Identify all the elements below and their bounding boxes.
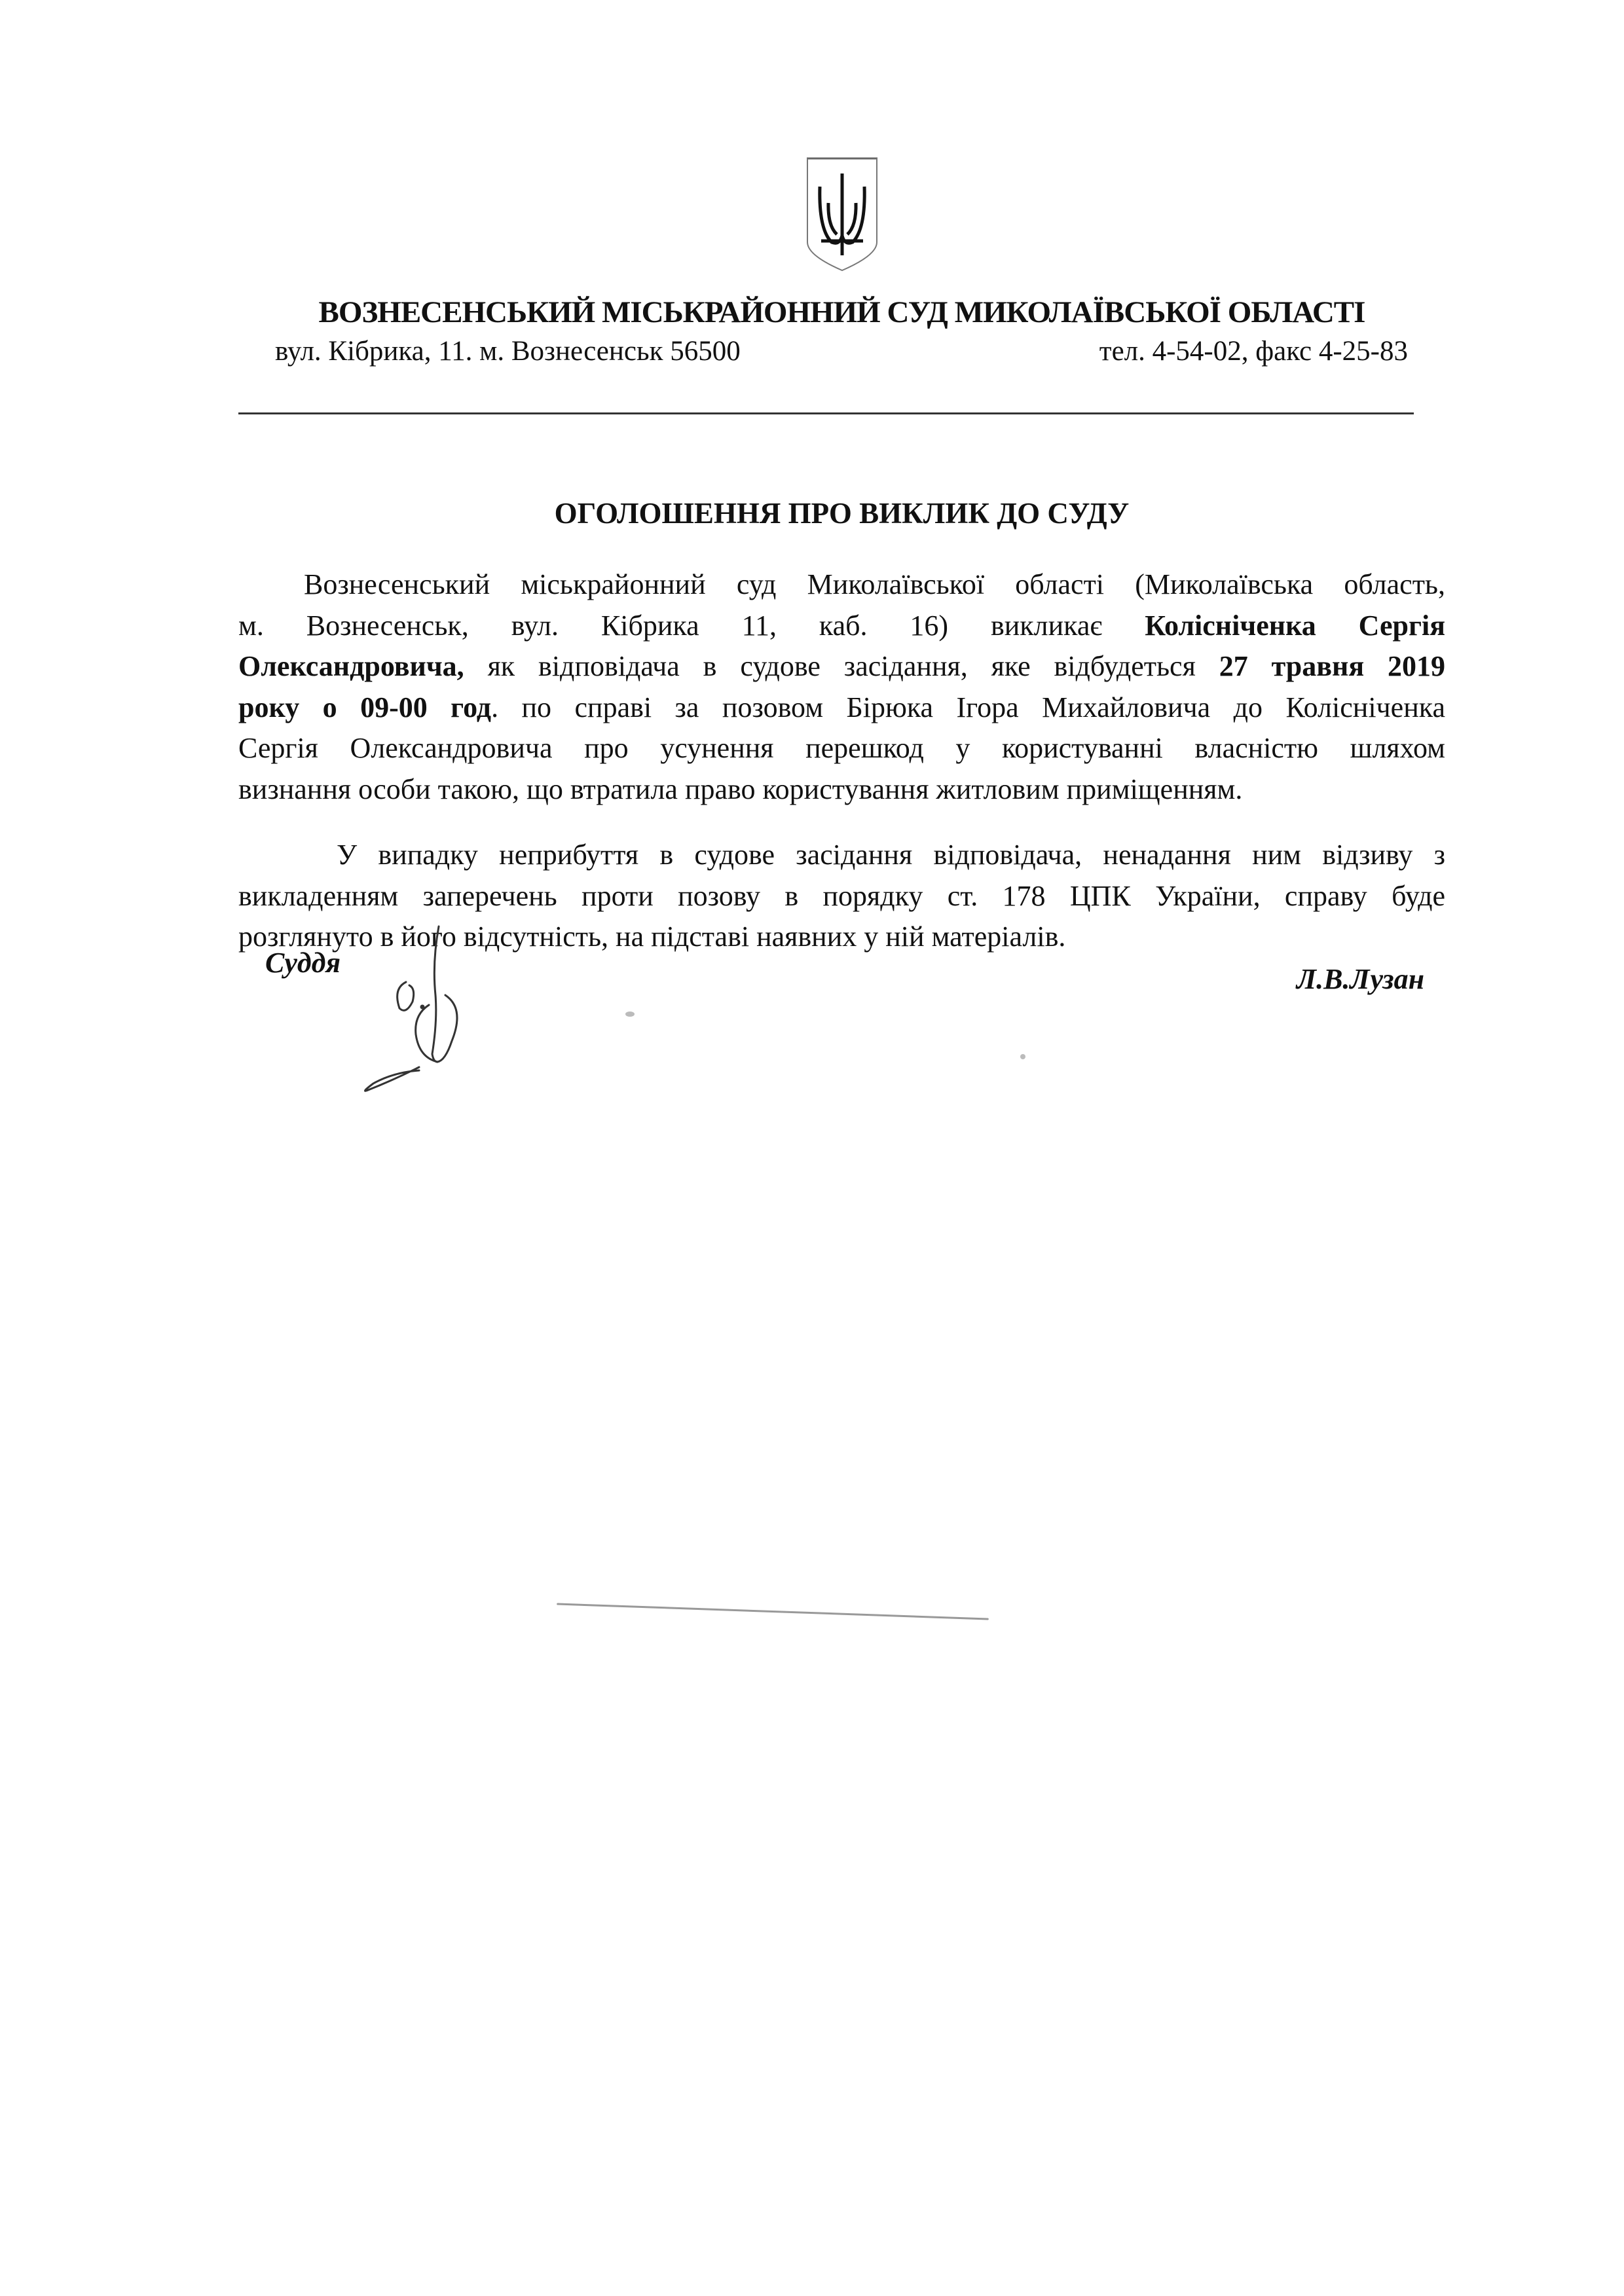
document-title: ОГОЛОШЕННЯ ПРО ВИКЛИК ДО СУДУ [554, 497, 1130, 530]
bold-text: року о 09-00 год [238, 691, 492, 723]
court-name-heading: ВОЗНЕСЕНСЬКИЙ МІСЬКРАЙОННИЙ СУД МИКОЛАЇВСЬКОЇ ОБЛАСТІ [318, 295, 1365, 329]
scan-streak [557, 1603, 989, 1620]
bold-text: Колісніченка Сергія [1145, 609, 1446, 642]
scan-speck [625, 1011, 635, 1017]
text-segment: визнання особи такою, що втратила право користування житловим приміщенням. [238, 773, 1243, 805]
bold-text: Олександровича, [238, 650, 464, 682]
summons-paragraph [238, 564, 1445, 810]
scan-speck [1020, 1054, 1025, 1059]
text-segment: як відповідача в судове засідання, яке відбудеться [464, 650, 1219, 682]
text-line [238, 606, 1445, 647]
judge-name: Л.В.Лузан [1296, 963, 1424, 995]
text-line [238, 769, 1445, 811]
text-line [238, 564, 1445, 606]
handwritten-signature [354, 923, 550, 1093]
text-line [238, 687, 1445, 729]
court-address: вул. Кібрика, 11. м. Вознесенськ 56500 [275, 336, 741, 367]
text-segment: розглянуто в його відсутність, на підставі наявних у ній матеріалів. [238, 920, 1066, 953]
text-segment: Вознесенський міськрайонний суд Миколаївської області (Миколаївська область, [304, 568, 1445, 600]
text-line [238, 876, 1445, 917]
text-segment: У випадку неприбуття в судове засідання відповідача, ненадання ним відзиву з [337, 839, 1445, 871]
text-line [238, 646, 1445, 687]
court-phone-fax: тел. 4-54-02, факс 4-25-83 [1099, 336, 1408, 367]
judge-label: Суддя [265, 947, 341, 979]
coat-of-arms-trident-icon [805, 157, 879, 272]
bold-text: 27 травня 2019 [1219, 650, 1445, 682]
header-divider [238, 412, 1414, 414]
text-line [238, 835, 1445, 876]
text-segment: Сергія Олександровича про усунення перешкод у користуванні власністю шляхом [238, 732, 1445, 764]
text-segment: . по справі за позовом Бірюка Ігора Михайловича до Колісніченка [491, 691, 1445, 723]
text-line [238, 728, 1445, 769]
text-segment: м. Вознесенськ, вул. Кібрика 11, каб. 16) викликає [238, 609, 1145, 642]
text-segment: викладенням заперечень проти позову в порядку ст. 178 ЦПК України, справу буде [238, 879, 1445, 912]
